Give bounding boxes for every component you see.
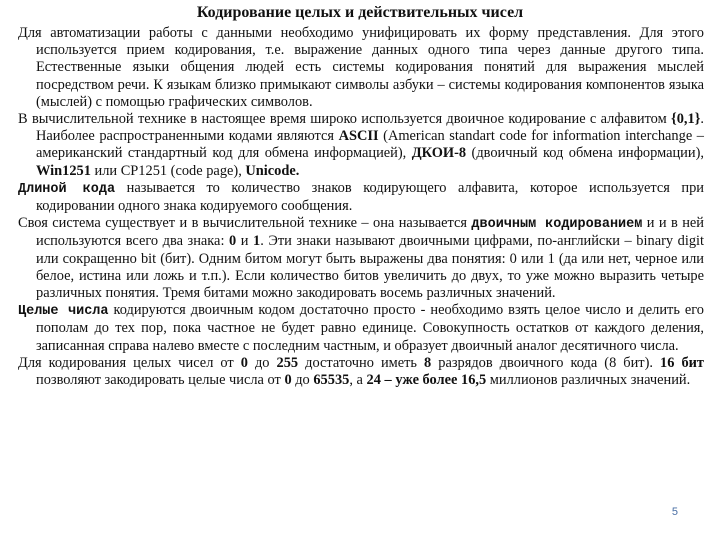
emphasis-text: ДКОИ-8: [411, 145, 467, 162]
emphasis-text: ASCII: [338, 128, 379, 145]
text-run: достаточно иметь: [298, 354, 425, 371]
body-text: [0, 25, 720, 389]
emphasis-text: Unicode.: [245, 162, 300, 179]
page-title: Кодирование целых и действительных чисел: [196, 4, 524, 21]
paragraph: [18, 180, 704, 215]
paragraph: [18, 111, 704, 180]
emphasis-text: Целые числа: [18, 304, 109, 320]
emphasis-text: 1: [253, 233, 261, 250]
text-run: и и в ней используются всего два знака:: [36, 215, 704, 250]
text-run: до: [291, 372, 314, 389]
text-run: . Наиболее распространенными кодами являются: [36, 111, 704, 145]
text-run: Для автоматизации работы с данными необходимо унифицировать их форму представления. Для этого используется прием кодирования, т.е. выражение данных одного типа через данные другого типа. Естественные языки общения людей есть системы кодирования понятий для выражения мыслей посредством речи. К языкам близко примыкают символы азбуки – системы кодирования компонентов языка (мыслей) с помощью графических символов.: [18, 25, 704, 110]
emphasis-text: Win1251: [36, 162, 91, 179]
text-run: кодируются двоичным кодом достаточно просто - необходимо взять целое число и делить его пополам до тех пор, пока частное не будет равно единице. Совокупность остатков от каждого деления, записанная справа налево вместе с последним частным, и образует двоичный аналог десятичного числа.: [36, 302, 704, 354]
emphasis-text: 65535: [313, 372, 350, 389]
text-run: называется то количество знаков кодирующего алфавита, которое используется при кодировании одного знака кодируемого сообщения.: [36, 179, 704, 215]
text-run: и: [236, 233, 254, 250]
paragraph: [18, 215, 704, 302]
paragraph: [18, 302, 704, 355]
emphasis-text: {0,1}: [671, 111, 701, 128]
text-run: до: [247, 354, 277, 371]
paragraph: [18, 25, 704, 111]
text-run: или CP1251 (code page),: [90, 162, 246, 179]
text-run: Своя система существует и в вычислительной технике – она называется: [18, 215, 472, 232]
emphasis-text: 0: [229, 233, 237, 250]
text-run: (American standart code for information interchange – американский стандартный код для обмена информацией),: [36, 128, 705, 162]
text-run: . Эти знаки называют двоичными цифрами, по-английски – binary digit или сокращенно bit (бит). Одним битом могут быть выражены два понятия: 0 или 1 (да или нет, черное или белое, истина или ложь и т.п.). Если количество битов увеличить до двух, то уже можно выразить четыре различных понятия. Тремя битами можно закодировать восемь различных значений.: [36, 233, 705, 302]
text-run: разрядов двоичного кода (8 бит).: [431, 354, 661, 371]
emphasis-text: 8: [424, 354, 432, 371]
emphasis-text: 16 бит: [660, 354, 705, 371]
text-run: Для кодирования целых чисел от: [18, 354, 241, 371]
text-run: позволяют закодировать целые числа от: [36, 372, 285, 389]
emphasis-text: Длиной кода: [18, 181, 116, 197]
paragraph: [18, 355, 704, 389]
emphasis-text: 0: [284, 372, 292, 389]
text-run: (двоичный код обмена информации),: [466, 145, 704, 162]
page-number: 5: [671, 506, 678, 518]
text-run: миллионов различных значений.: [486, 372, 691, 389]
text-run: В вычислительной технике в настоящее время широко используется двоичное кодирование с алфавитом: [18, 111, 672, 128]
emphasis-text: двоичным кодированием: [471, 217, 643, 233]
emphasis-text: 255: [276, 354, 299, 371]
text-run: , а: [349, 372, 367, 389]
emphasis-text: 24 – уже более 16,5: [366, 372, 487, 389]
emphasis-text: 0: [240, 354, 248, 371]
